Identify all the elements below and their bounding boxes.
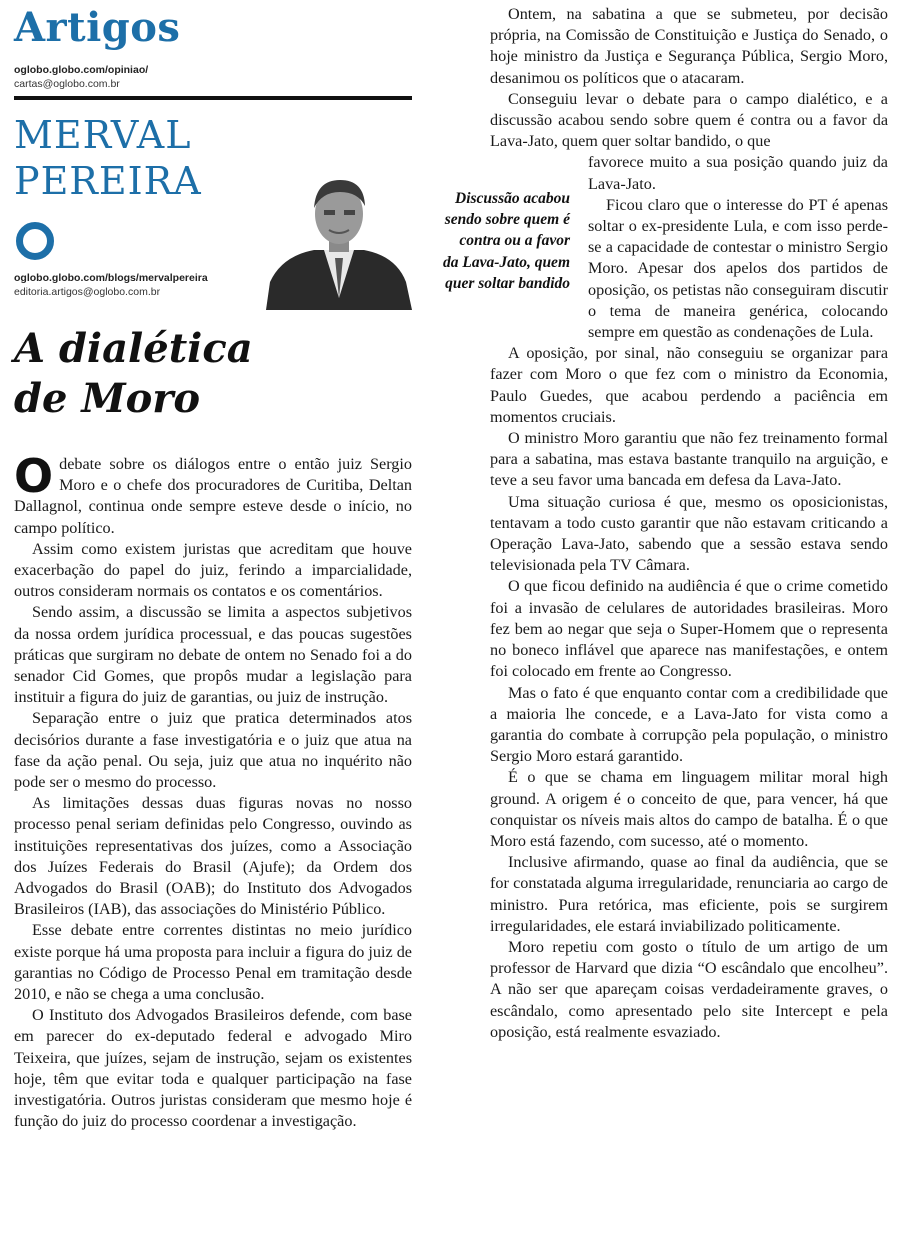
paragraph: Assim como existem juristas que acreditam que houve exacerbação do papel do juiz, ferindo a imparcialidade, outros consideram normais os contatos e os comentários. [14, 539, 412, 601]
author-first-name: MERVAL [14, 113, 192, 157]
o-globo-logo-icon [16, 222, 54, 260]
paragraph: Ontem, na sabatina a que se submeteu, por decisão própria, na Comissão de Constituição e Justiça do Senado, o hoje ministro da Justiça e Segurança Pública, Sergio Moro, desanimou os políticos que o atacaram. [490, 5, 888, 87]
paragraph: Moro repetiu com gosto o título de um artigo de um professor de Harvard que dizia “O escândalo que encolheu”. A não ser que apareçam coisas verdadeiramente graves, o escândalo, como apresentado pelo site Intercept e pela oposição, está realmente esvaziado. [490, 937, 888, 1041]
drop-cap: O [14, 449, 54, 503]
paragraph: Esse debate entre correntes distintas no meio jurídico existe porque há uma proposta para incluir a figura do juiz de garantias no Código de Processo Penal em tramitação desde 2010, e não se chega a uma conclusão. [14, 921, 412, 1004]
column-left [14, 449, 412, 1133]
article-title [14, 324, 253, 424]
paragraph: O que ficou definido na audiência é que o crime cometido foi a invasão de celulares de autoridades brasileiras. Moro fez bem ao negar que seja o Super-Homem que o representa no boneco inflável que aparece nas manifestações, e ontem foi colocado em frente ao Congresso. [490, 577, 888, 681]
section-title: Artigos [14, 4, 181, 51]
paragraph: Conseguiu levar o debate para o campo dialético, e a discussão acabou sendo sobre quem é contra ou a favor da Lava-Jato, quem quer soltar bandido, o que [490, 89, 888, 151]
paragraph: As limitações dessas duas figuras novas no nosso processo penal seriam definidas pelo Congresso, ouvindo as instituições representativas dos juízes, como a Associação dos Juízes Federais do Brasil (Ajufe); da Ordem dos Advogados do Brasil (OAB); do Instituto dos Advogados Brasileiros (IAB), das associações do Ministério Público. [14, 794, 412, 919]
paragraph: É o que se chama em linguagem militar moral high ground. A origem é o conceito de que, para vencer, há que conquistar os níveis mais altos do campo de batalha. É o que Moro está fazendo, com sucesso, até o momento. [490, 768, 888, 850]
title-line-1: A dialética [14, 325, 253, 372]
paragraph: Uma situação curiosa é que, mesmo os oposicionistas, tentavam a todo custo garantir que não estavam criticando a Operação Lava-Jato, sabendo que a sessão estava sendo televisionada pela TV Câmara. [490, 492, 888, 575]
paragraph: Separação entre o juiz que pratica determinados atos decisórios durante a fase investigatória e o juiz que atua na fase da ação penal. Ou seja, juiz que atua no inquérito não pode ser o mesmo do processo. [14, 709, 412, 792]
paragraph: Sendo assim, a discussão se limita a aspectos subjetivos da nossa ordem jurídica processual, e das poucas sugestões práticas que surgiram no debate de ontem no Senado foi a do senador Cid Gomes, que propôs mudar a legislação para instituir a figura do juiz de garantias, ou juiz de instrução. [14, 603, 412, 707]
pullquote-wrap-block [588, 152, 888, 343]
paragraph-text: debate sobre os diálogos entre o então juiz Sergio Moro e o chefe dos procuradores de Curitiba, Deltan Dallagnol, continua onde sempre esteve desde o início, no campo político. [14, 455, 412, 537]
paragraph [14, 449, 412, 539]
section-url[interactable]: oglobo.globo.com/opiniao/ [14, 64, 149, 76]
paragraph: A oposição, por sinal, não conseguiu se organizar para fazer com Moro o que fez com o ministro da Economia, Paulo Guedes, que acabou perdendo a paciência em momentos cruciais. [490, 344, 888, 426]
pullquote: Discussão acabou sendo sobre quem é contra ou a favor da Lava-Jato, quem quer soltar bandido [443, 190, 570, 292]
title-line-2: de Moro [14, 375, 201, 422]
section-email[interactable]: cartas@oglobo.com.br [14, 78, 120, 90]
author-last-name: PEREIRA [14, 159, 202, 203]
paragraph: Inclusive afirmando, quase ao final da audiência, que se for constatada alguma irregularidade, renunciaria ao cargo de ministro. Pura retórica, mas eficiente, pois se surgirem irregularidades, ele estará inviabilizado politicamente. [490, 853, 888, 935]
column-right [490, 4, 888, 1043]
paragraph: O Instituto dos Advogados Brasileiros defende, com base em parecer do ex-deputado federal e advogado Miro Teixeira, que juízes, sejam de instrução, sejam os existentes hoje, têm que evitar toda e qualquer participação na fase investigatória. Outros juristas consideram que mesmo hoje é função do juiz do processo coordenar a investigação. [14, 1006, 412, 1131]
paragraph: Mas o fato é que enquanto contar com a credibilidade que a maioria lhe concede, e a Lava-Jato for vista como a garantia do combate à corrupção pela população, o ministro Sergio Moro estará garantido. [490, 683, 888, 766]
author-email[interactable]: editoria.artigos@oglobo.com.br [14, 286, 161, 298]
author-portrait [266, 170, 412, 310]
author-name [14, 112, 202, 204]
paragraph-continuation: favorece muito a sua posição quando juiz da Lava-Jato. [588, 153, 888, 193]
author-blog-url[interactable]: oglobo.globo.com/blogs/mervalpereira [14, 272, 208, 284]
paragraph: O ministro Moro garantiu que não fez treinamento formal para a sabatina, mas estava bastante tranquilo na arguição, e teve a seu favor uma bancada em defesa da Lava-Jato. [490, 429, 888, 490]
header-rule [14, 96, 412, 100]
paragraph: Ficou claro que o interesse do PT é apenas soltar o ex-presidente Lula, e com isso perde-se a capacidade de contestar o ministro Sergio Moro. Apesar dos apelos dos partidos de oposição, os petistas não conseguiram discutir o tema de maneira genérica, colocando sempre em questão as condenações de Lula. [588, 195, 888, 342]
